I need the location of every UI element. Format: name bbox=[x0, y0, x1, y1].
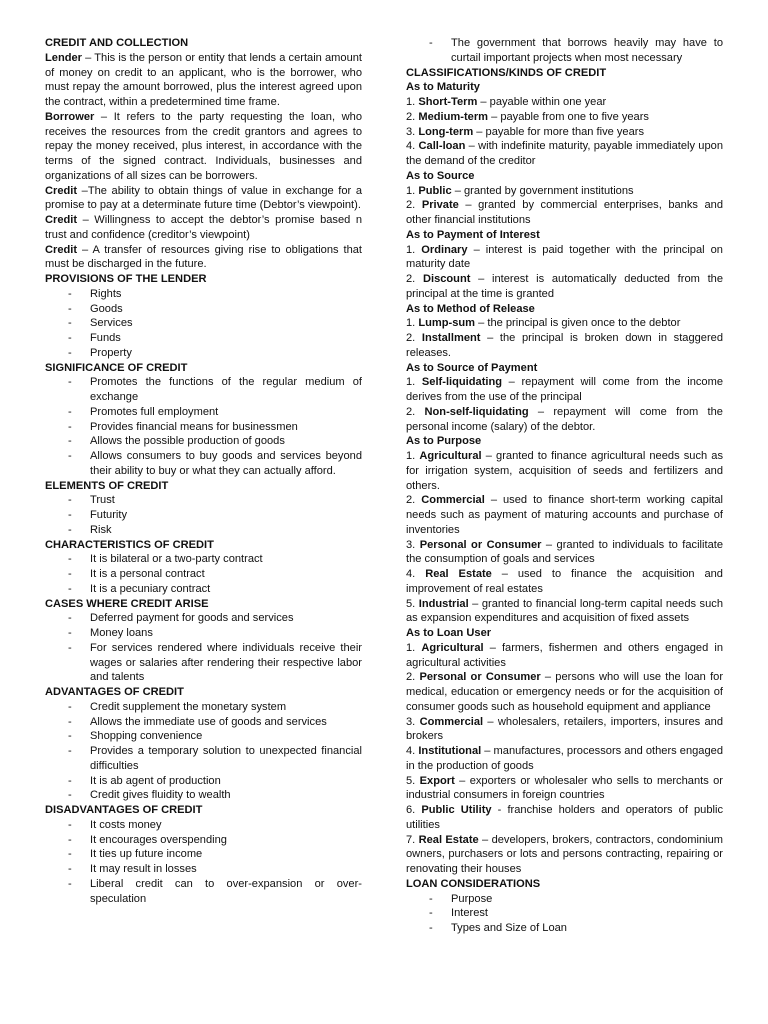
entry-text: – payable for more than five years bbox=[473, 125, 645, 138]
list-item: - Services bbox=[45, 316, 362, 331]
entry-text: – granted to individuals to facilitate the consumption of goals and services bbox=[406, 538, 723, 566]
list-item: - It encourages overspending bbox=[45, 833, 362, 848]
numbered-entry bbox=[406, 449, 723, 493]
entry-term: Public bbox=[418, 184, 452, 197]
entry-number: 2. bbox=[406, 110, 419, 123]
numbered-entry bbox=[406, 567, 723, 597]
entry-term: Real Estate bbox=[425, 568, 492, 580]
entry-text: – interest is paid together with the principal on maturity date bbox=[406, 243, 723, 271]
list-item: - Provides a temporary solution to unexpected financial difficulties bbox=[45, 744, 362, 774]
entry-text: – exporters or wholesaler who sells to merchants or industrial consumers in foreign countries bbox=[406, 774, 723, 802]
list-item: - It is a pecuniary contract bbox=[45, 582, 362, 597]
entry-term: Short-Term bbox=[418, 96, 478, 108]
group-heading-method-of-release: As to Method of Release bbox=[406, 302, 535, 315]
list-item: - Allows consumers to buy goods and services beyond their ability to buy or what they can actually afford. bbox=[45, 449, 362, 479]
entry-number: 2. bbox=[406, 671, 420, 684]
left-column bbox=[45, 36, 362, 906]
entry-number: 1. bbox=[406, 317, 419, 330]
list-item: - Interest bbox=[406, 906, 723, 921]
list-item: - Risk bbox=[45, 523, 362, 538]
entry-term: Self-liquidating bbox=[421, 376, 503, 389]
definition-term: Lender bbox=[45, 51, 82, 64]
entry-term: Personal or Consumer bbox=[419, 538, 542, 551]
list-item: - Shopping convenience bbox=[45, 729, 362, 744]
entry-term: Personal or Consumer bbox=[419, 671, 541, 684]
list-item: - Promotes full employment bbox=[45, 405, 362, 420]
entry-number: 1. bbox=[406, 641, 422, 654]
numbered-entry bbox=[406, 184, 723, 199]
numbered-entry bbox=[406, 331, 723, 361]
entry-term: Ordinary bbox=[421, 243, 468, 256]
list-item: - Property bbox=[45, 346, 362, 361]
list-item: - Trust bbox=[45, 493, 362, 508]
list-item: - Types and Size of Loan bbox=[406, 921, 723, 936]
numbered-entry bbox=[406, 139, 723, 169]
list-item: - Allows the possible production of goods bbox=[45, 434, 362, 449]
entry-number: 2. bbox=[406, 199, 422, 212]
section-heading-characteristics: CHARACTERISTICS OF CREDIT bbox=[45, 538, 214, 551]
numbered-entry bbox=[406, 493, 723, 537]
entry-term: Agricultural bbox=[419, 450, 482, 462]
entry-number: 4. bbox=[406, 568, 426, 580]
definition-credit-creditor bbox=[45, 213, 362, 243]
numbered-entry bbox=[406, 110, 723, 125]
numbered-entry bbox=[406, 774, 723, 804]
entry-number: 1. bbox=[406, 450, 420, 462]
list-item: - Deferred payment for goods and services bbox=[45, 611, 362, 626]
entry-number: 2. bbox=[406, 494, 422, 507]
entry-term: Commercial bbox=[419, 715, 484, 728]
entry-term: Non-self-liquidating bbox=[424, 405, 529, 418]
list-item: - The government that borrows heavily may have to curtail important projects when most necessary bbox=[406, 36, 723, 66]
definition-term: Credit bbox=[45, 243, 78, 256]
definition-text: –The ability to obtain things of value in exchange for a promise to pay at a determinate future time (Debtor’s viewpoint). bbox=[45, 184, 362, 212]
numbered-entry bbox=[406, 597, 723, 627]
definition-text: – Willingness to accept the debtor’s promise based n trust and confidence (creditor’s viewpoint) bbox=[45, 214, 362, 241]
definition-text: – It refers to the party requesting the loan, who receives the resources from the credit grantors and agrees to repay the money received, plus interest, in accordance with the terms of the signed contract. Individuals, businesses and organizations of all sizes can be borrowers. bbox=[45, 110, 362, 182]
section-heading-advantages: ADVANTAGES OF CREDIT bbox=[45, 686, 184, 698]
entry-term: Long-term bbox=[418, 125, 474, 138]
numbered-entry bbox=[406, 538, 723, 568]
entry-term: Commercial bbox=[421, 494, 485, 507]
classifications-title: CLASSIFICATIONS/KINDS OF CREDIT bbox=[406, 66, 607, 79]
entry-text: – manufactures, processors and others engaged in the production of goods bbox=[406, 745, 723, 772]
list-item: - Credit supplement the monetary system bbox=[45, 700, 362, 715]
entry-text: – the principal is given once to the debtor bbox=[475, 317, 681, 330]
definition-credit-transfer bbox=[45, 243, 362, 273]
list-item: - It ties up future income bbox=[45, 847, 362, 862]
numbered-entry bbox=[406, 405, 723, 435]
group-heading-purpose: As to Purpose bbox=[406, 435, 482, 448]
numbered-entry bbox=[406, 715, 723, 745]
entry-number: 2. bbox=[406, 332, 422, 344]
characteristics-list bbox=[45, 552, 362, 596]
definition-credit-debtor bbox=[45, 184, 362, 214]
numbered-entry bbox=[406, 125, 723, 140]
list-item: - Funds bbox=[45, 331, 362, 346]
entry-number: 7. bbox=[406, 833, 419, 846]
entry-text: – used to finance short-term working capital needs such as payment of maturing accounts and purchase of inventories bbox=[406, 494, 723, 536]
group-heading-maturity: As to Maturity bbox=[406, 81, 480, 94]
entry-number: 5. bbox=[406, 774, 420, 787]
entry-text: – used to finance the acquisition and improvement of real estates bbox=[406, 568, 723, 595]
advantages-list bbox=[45, 700, 362, 803]
continued-disadvantages-list bbox=[406, 36, 723, 66]
entry-text: – granted by commercial enterprises, banks and other financial institutions bbox=[406, 199, 723, 226]
entry-term: Agricultural bbox=[421, 641, 484, 654]
entry-text: – repayment will come from the personal income (salary) of the debtor. bbox=[406, 405, 723, 433]
entry-text: – repayment will come from the income derives from the use of the principal bbox=[406, 376, 723, 403]
numbered-entry bbox=[406, 744, 723, 774]
list-item: - Futurity bbox=[45, 508, 362, 523]
entry-number: 1. bbox=[406, 96, 419, 108]
entry-number: 1. bbox=[406, 184, 419, 197]
entry-term: Private bbox=[421, 199, 459, 212]
list-item: - Liberal credit can to over-expansion or over-speculation bbox=[45, 877, 362, 907]
entry-text: – persons who will use the loan for medical, education or emergency needs or for the acquisition of consumer goods such as household equipment and appliance bbox=[406, 671, 724, 713]
definition-term: Credit bbox=[45, 184, 78, 197]
entry-text: – granted to finance agricultural needs such as for irrigation system, acquisition of seeds and fertilizers and others. bbox=[406, 450, 723, 492]
entry-text: - franchise holders and operators of public utilities bbox=[406, 804, 723, 831]
section-heading-provisions: PROVISIONS OF THE LENDER bbox=[45, 273, 207, 285]
entry-text: – with indefinite maturity, payable immediately upon the demand of the creditor bbox=[406, 140, 723, 167]
entry-number: 3. bbox=[406, 715, 420, 728]
entry-number: 4. bbox=[406, 745, 419, 757]
list-item: - Credit gives fluidity to wealth bbox=[45, 788, 362, 803]
definition-lender bbox=[45, 51, 362, 110]
numbered-entry bbox=[406, 316, 723, 331]
section-heading-significance: SIGNIFICANCE OF CREDIT bbox=[45, 361, 188, 374]
section-heading-disadvantages: DISADVANTAGES OF CREDIT bbox=[45, 804, 203, 816]
list-item: - It costs money bbox=[45, 818, 362, 833]
section-heading-cases: CASES WHERE CREDIT ARISE bbox=[45, 597, 209, 610]
definition-term: Borrower bbox=[45, 110, 95, 123]
list-item: - Money loans bbox=[45, 626, 362, 641]
list-item: - Purpose bbox=[406, 892, 723, 907]
cases-list bbox=[45, 611, 362, 685]
entry-term: Export bbox=[419, 774, 455, 787]
definition-text: – This is the person or entity that lends a certain amount of money on credit to an applicant, who is the borrower, who must repay the amount borrowed, plus the interest agreed upon the contract, within a predetermined time frame. bbox=[45, 51, 362, 108]
list-item: - Provides financial means for businessmen bbox=[45, 420, 362, 435]
numbered-entry bbox=[406, 670, 723, 714]
entry-number: 3. bbox=[406, 538, 420, 551]
section-heading-elements: ELEMENTS OF CREDIT bbox=[45, 479, 169, 492]
entry-text: – granted to financial long-term capital needs such as expansion expenditures and acquisition of fixed assets bbox=[406, 597, 723, 625]
entry-text: – developers, brokers, contractors, condominium owners, purchasers or lots and persons contracting, repairing or renovating their houses bbox=[406, 833, 723, 875]
numbered-entry bbox=[406, 833, 723, 877]
entry-term: Installment bbox=[421, 332, 481, 344]
numbered-entry bbox=[406, 95, 723, 110]
entry-number: 6. bbox=[406, 804, 422, 816]
entry-term: Real Estate bbox=[418, 833, 479, 846]
group-heading-payment-of-interest: As to Payment of Interest bbox=[406, 228, 540, 241]
entry-term: Public Utility bbox=[421, 804, 492, 816]
provisions-list bbox=[45, 287, 362, 361]
list-item: - It is ab agent of production bbox=[45, 774, 362, 789]
entry-term: Industrial bbox=[418, 597, 469, 610]
list-item: - Goods bbox=[45, 302, 362, 317]
numbered-entry bbox=[406, 803, 723, 833]
entry-text: – granted by government institutions bbox=[451, 184, 634, 197]
numbered-entry bbox=[406, 375, 723, 405]
list-item: - Rights bbox=[45, 287, 362, 302]
entry-number: 4. bbox=[406, 140, 419, 153]
list-item: - It is a personal contract bbox=[45, 567, 362, 582]
entry-number: 1. bbox=[406, 243, 422, 256]
entry-term: Call-loan bbox=[418, 140, 466, 153]
entry-number: 3. bbox=[406, 125, 419, 138]
elements-list bbox=[45, 493, 362, 537]
entry-text: – interest is automatically deducted from the principal at the time is granted bbox=[406, 273, 723, 300]
group-heading-source-of-payment: As to Source of Payment bbox=[406, 361, 538, 374]
entry-text: – payable from one to five years bbox=[488, 110, 649, 123]
numbered-entry bbox=[406, 641, 723, 671]
document-title: CREDIT AND COLLECTION bbox=[45, 37, 189, 49]
section-heading-loan-considerations: LOAN CONSIDERATIONS bbox=[406, 877, 541, 890]
disadvantages-list bbox=[45, 818, 362, 907]
entry-text: – farmers, fishermen and others engaged in agricultural activities bbox=[406, 641, 723, 669]
list-item: - For services rendered where individuals receive their wages or salaries after rendering their respective labor and talents bbox=[45, 641, 362, 685]
entry-text: – the principal is broken down in staggered releases. bbox=[406, 332, 723, 359]
entry-number: 5. bbox=[406, 597, 419, 610]
entry-term: Institutional bbox=[418, 745, 482, 757]
entry-text: – wholesalers, retailers, importers, insures and brokers bbox=[406, 715, 723, 743]
right-column bbox=[406, 36, 723, 936]
numbered-entry bbox=[406, 198, 723, 228]
entry-number: 1. bbox=[406, 376, 422, 389]
definition-borrower bbox=[45, 110, 362, 184]
list-item: - Allows the immediate use of goods and services bbox=[45, 715, 362, 730]
entry-number: 2. bbox=[406, 273, 423, 285]
definition-text: – A transfer of resources giving rise to obligations that must be discharged in the future. bbox=[45, 243, 362, 271]
numbered-entry bbox=[406, 272, 723, 302]
list-item: - Promotes the functions of the regular medium of exchange bbox=[45, 375, 362, 405]
definition-term: Credit bbox=[45, 214, 78, 226]
entry-text: – payable within one year bbox=[477, 96, 607, 108]
list-item: - It may result in losses bbox=[45, 862, 362, 877]
entry-term: Discount bbox=[422, 273, 471, 285]
list-item: - It is bilateral or a two-party contract bbox=[45, 552, 362, 567]
significance-list bbox=[45, 375, 362, 478]
loan-considerations-list bbox=[406, 892, 723, 936]
numbered-entry bbox=[406, 243, 723, 273]
group-heading-loan-user: As to Loan User bbox=[406, 627, 492, 639]
entry-number: 2. bbox=[406, 405, 425, 418]
group-heading-source: As to Source bbox=[406, 169, 475, 182]
entry-term: Lump-sum bbox=[418, 317, 476, 330]
entry-term: Medium-term bbox=[418, 110, 488, 123]
